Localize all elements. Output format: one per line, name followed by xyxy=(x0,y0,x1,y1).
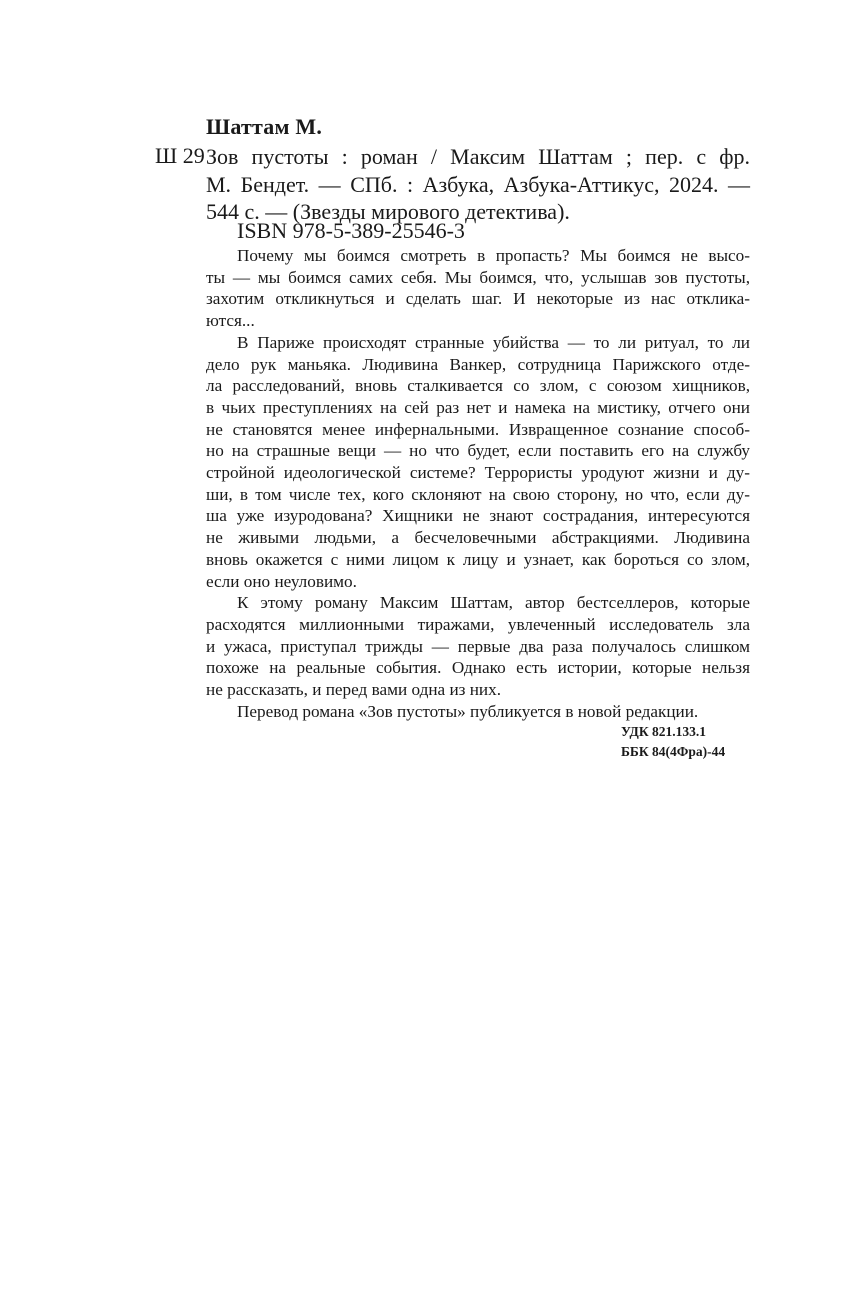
bibliographic-description xyxy=(206,143,750,226)
annotation-line: но на страшные вещи — но что будет, если поставить его на службу xyxy=(206,441,750,461)
annotation-line: К этому роману Максим Шаттам, автор бестселлеров, которые xyxy=(237,593,750,613)
annotation-line: если оно неуловимо. xyxy=(206,571,357,591)
annotation-line: расходятся миллионными тиражами, увлеченный исследователь зла xyxy=(206,614,750,634)
annotation-line: ла расследований, вновь сталкивается со злом, с союзом хищников, xyxy=(206,376,750,396)
annotation-line: дело рук маньяка. Людивина Ванкер, сотрудница Парижского отде- xyxy=(206,354,750,374)
annotation-line: ши, в том числе тех, кого склоняют на свою сторону, но что, если ду- xyxy=(206,484,750,504)
annotation-line: стройной идеологической системе? Террористы уродуют жизни и ду- xyxy=(206,463,750,483)
annotation-line: ша уже изуродована? Хищники не знают сострадания, интересуются xyxy=(206,506,750,526)
bibliographic-line: М. Бендет. — СПб. : Азбука, Азбука-Аттикус, 2024. — xyxy=(206,171,750,197)
annotation-line: не рассказать, и перед вами одна из них. xyxy=(206,680,502,700)
annotation-line: ты — мы боимся самих себя. Мы боимся, что, услышав зов пустоты, xyxy=(206,267,750,287)
annotation-line: вновь окажется с ними лицом к лицу и узнает, как бороться со злом, xyxy=(206,549,750,569)
annotation-line: Почему мы боимся смотреть в пропасть? Мы боимся не высо- xyxy=(237,246,750,265)
annotation-line: в чьих преступлениях на сей раз нет и намека на мистику, отчего они xyxy=(206,397,750,417)
bbk-code: ББК 84(4Фра)-44 xyxy=(621,744,726,759)
annotation-line: и ужаса, приступал трижды — первые два раза получалось слишком xyxy=(206,636,750,656)
annotation-paragraph-3 xyxy=(206,592,750,701)
annotation-line: не живыми людьми, а бесчеловечными абстракциями. Людивина xyxy=(206,528,750,548)
udk-code: УДК 821.133.1 xyxy=(621,724,706,739)
bibliographic-line: 544 с. — (Звезды мирового детектива). xyxy=(206,199,570,224)
annotation-paragraph-4 xyxy=(206,701,750,723)
catalog-code: Ш 29 xyxy=(155,143,205,168)
annotation-line: В Париже происходят странные убийства — то ли ритуал, то ли xyxy=(237,332,750,352)
isbn: ISBN 978-5-389-25546-3 xyxy=(237,218,465,243)
annotation-line: Перевод романа «Зов пустоты» публикуется в новой редакции. xyxy=(237,701,699,721)
classification-codes xyxy=(621,722,725,762)
annotation-line: ются... xyxy=(206,311,255,331)
annotation-paragraph-1 xyxy=(206,245,750,332)
annotation-line: похоже на реальные события. Однако есть истории, которые нельзя xyxy=(206,658,750,678)
author-heading: Шаттам М. xyxy=(206,114,323,139)
annotation-line: захотим откликнуться и сделать шаг. И некоторые из нас отклика- xyxy=(206,289,750,309)
annotation-paragraph-2 xyxy=(206,332,750,592)
bibliographic-line: Зов пустоты : роман / Максим Шаттам ; пер. с фр. xyxy=(206,144,750,169)
annotation xyxy=(206,245,750,722)
annotation-line: не становятся менее инфернальными. Извращенное сознание способ- xyxy=(206,419,750,439)
